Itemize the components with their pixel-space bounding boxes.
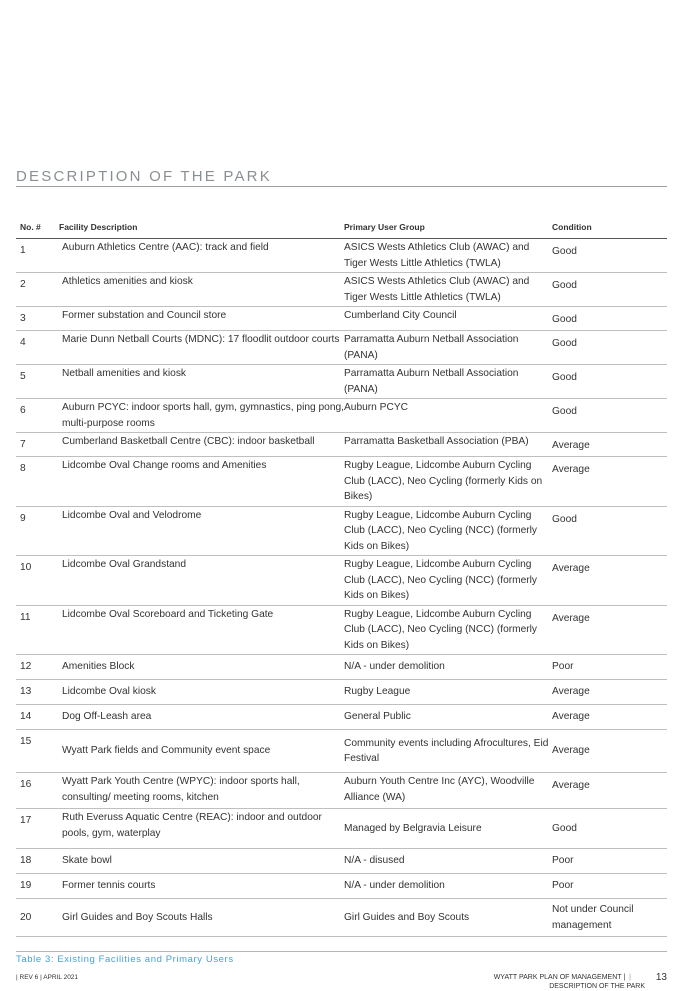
table-row [16, 705, 667, 730]
table-row [16, 506, 667, 556]
condition: Average [552, 680, 667, 705]
facility-description: Lidcombe Oval Change rooms and Amenities [59, 457, 344, 507]
condition: Good [552, 365, 667, 399]
row-number: 16 [16, 773, 59, 809]
table-row [16, 730, 667, 773]
row-number: 11 [16, 605, 59, 655]
table-row [16, 605, 667, 655]
row-number: 6 [16, 399, 59, 433]
header-no: No. # [16, 216, 59, 239]
condition: Poor [552, 655, 667, 680]
table-row [16, 556, 667, 606]
facility-description: Lidcombe Oval and Velodrome [59, 506, 344, 556]
row-number: 1 [16, 239, 59, 273]
revision-label: | REV 6 | APRIL 2021 [16, 974, 79, 981]
table-row [16, 399, 667, 433]
table-header-row [16, 216, 667, 239]
condition: Good [552, 273, 667, 307]
primary-user-group: Girl Guides and Boy Scouts [344, 899, 552, 937]
condition: Average [552, 556, 667, 606]
header-facility-description: Facility Description [59, 216, 344, 239]
condition: Good [552, 399, 667, 433]
primary-user-group: Parramatta Auburn Netball Association (PANA) [344, 331, 552, 365]
facility-description: Dog Off-Leash area [59, 705, 344, 730]
primary-user-group: Parramatta Auburn Netball Association (PANA) [344, 365, 552, 399]
row-number: 9 [16, 506, 59, 556]
row-number: 5 [16, 365, 59, 399]
facilities-table [16, 216, 667, 937]
row-number: 19 [16, 874, 59, 899]
facility-description: Athletics amenities and kiosk [59, 273, 344, 307]
row-number: 13 [16, 680, 59, 705]
row-number: 2 [16, 273, 59, 307]
table-row [16, 457, 667, 507]
table-row [16, 809, 667, 849]
primary-user-group: Rugby League [344, 680, 552, 705]
footer-separator: | [629, 974, 631, 981]
primary-user-group: Rugby League, Lidcombe Auburn Cycling Club (LACC), Neo Cycling (formerly Kids on Bikes) [344, 457, 552, 507]
facility-description: Wyatt Park fields and Community event space [59, 730, 344, 773]
condition: Good [552, 809, 667, 849]
primary-user-group: N/A - under demolition [344, 874, 552, 899]
section-title-rule [16, 186, 667, 187]
condition: Good [552, 331, 667, 365]
table-caption: Table 3: Existing Facilities and Primary Users [16, 954, 234, 965]
facility-description: Netball amenities and kiosk [59, 365, 344, 399]
primary-user-group: ASICS Wests Athletics Club (AWAC) and Tiger Wests Little Athletics (TWLA) [344, 239, 552, 273]
facility-description: Auburn PCYC: indoor sports hall, gym, gymnastics, ping pong, multi-purpose rooms [59, 399, 344, 433]
condition: Not under Council management [552, 899, 667, 937]
document-title: WYATT PARK PLAN OF MANAGEMENT | [493, 974, 626, 981]
row-number: 17 [16, 809, 59, 849]
table-row [16, 273, 667, 307]
primary-user-group: Rugby League, Lidcombe Auburn Cycling Club (LACC), Neo Cycling (NCC) (formerly Kids on Bikes) [344, 506, 552, 556]
condition: Average [552, 705, 667, 730]
table-row [16, 365, 667, 399]
condition: Average [552, 605, 667, 655]
row-number: 12 [16, 655, 59, 680]
facility-description: Lidcombe Oval Grandstand [59, 556, 344, 606]
table-row [16, 874, 667, 899]
condition: Good [552, 506, 667, 556]
condition: Average [552, 730, 667, 773]
page-number: 13 [655, 972, 667, 983]
table-row [16, 331, 667, 365]
primary-user-group: N/A - under demolition [344, 655, 552, 680]
condition: Average [552, 773, 667, 809]
row-number: 3 [16, 307, 59, 331]
table-row [16, 433, 667, 457]
facility-description: Amenities Block [59, 655, 344, 680]
facility-description: Lidcombe Oval kiosk [59, 680, 344, 705]
facility-description: Lidcombe Oval Scoreboard and Ticketing Gate [59, 605, 344, 655]
table-row [16, 849, 667, 874]
section-title: DESCRIPTION OF THE PARK [16, 168, 272, 185]
condition: Average [552, 433, 667, 457]
row-number: 20 [16, 899, 59, 937]
primary-user-group: Rugby League, Lidcombe Auburn Cycling Club (LACC), Neo Cycling (NCC) (formerly Kids on Bikes) [344, 556, 552, 606]
table-row [16, 655, 667, 680]
footer-document-title [493, 973, 645, 991]
row-number: 18 [16, 849, 59, 874]
condition: Poor [552, 874, 667, 899]
table-row [16, 899, 667, 937]
row-number: 8 [16, 457, 59, 507]
primary-user-group: Community events including Afrocultures, Eid Festival [344, 730, 552, 773]
facility-description: Ruth Everuss Aquatic Centre (REAC): indoor and outdoor pools, gym, waterplay [59, 809, 344, 849]
facility-description: Wyatt Park Youth Centre (WPYC): indoor sports hall, consulting/ meeting rooms, kitchen [59, 773, 344, 809]
table-row [16, 239, 667, 273]
facility-description: Girl Guides and Boy Scouts Halls [59, 899, 344, 937]
facility-description: Former substation and Council store [59, 307, 344, 331]
row-number: 7 [16, 433, 59, 457]
primary-user-group: General Public [344, 705, 552, 730]
primary-user-group: N/A - disused [344, 849, 552, 874]
primary-user-group: Auburn Youth Centre Inc (AYC), Woodville Alliance (WA) [344, 773, 552, 809]
header-primary-user-group: Primary User Group [344, 216, 552, 239]
condition: Good [552, 307, 667, 331]
table-row [16, 773, 667, 809]
facility-description: Auburn Athletics Centre (AAC): track and field [59, 239, 344, 273]
row-number: 4 [16, 331, 59, 365]
facility-description: Cumberland Basketball Centre (CBC): indoor basketball [59, 433, 344, 457]
facility-description: Former tennis courts [59, 874, 344, 899]
primary-user-group: Rugby League, Lidcombe Auburn Cycling Club (LACC), Neo Cycling (NCC) (formerly Kids on Bikes) [344, 605, 552, 655]
table-row [16, 680, 667, 705]
table-row [16, 307, 667, 331]
primary-user-group: ASICS Wests Athletics Club (AWAC) and Tiger Wests Little Athletics (TWLA) [344, 273, 552, 307]
condition: Good [552, 239, 667, 273]
primary-user-group: Managed by Belgravia Leisure [344, 809, 552, 849]
header-condition: Condition [552, 216, 667, 239]
condition: Average [552, 457, 667, 507]
facility-description: Skate bowl [59, 849, 344, 874]
footer-rule [16, 951, 667, 952]
facility-description: Marie Dunn Netball Courts (MDNC): 17 floodlit outdoor courts [59, 331, 344, 365]
row-number: 14 [16, 705, 59, 730]
primary-user-group: Auburn PCYC [344, 399, 552, 433]
row-number: 15 [16, 730, 59, 773]
footer-section-name: DESCRIPTION OF THE PARK [549, 983, 645, 990]
primary-user-group: Cumberland City Council [344, 307, 552, 331]
primary-user-group: Parramatta Basketball Association (PBA) [344, 433, 552, 457]
row-number: 10 [16, 556, 59, 606]
condition: Poor [552, 849, 667, 874]
